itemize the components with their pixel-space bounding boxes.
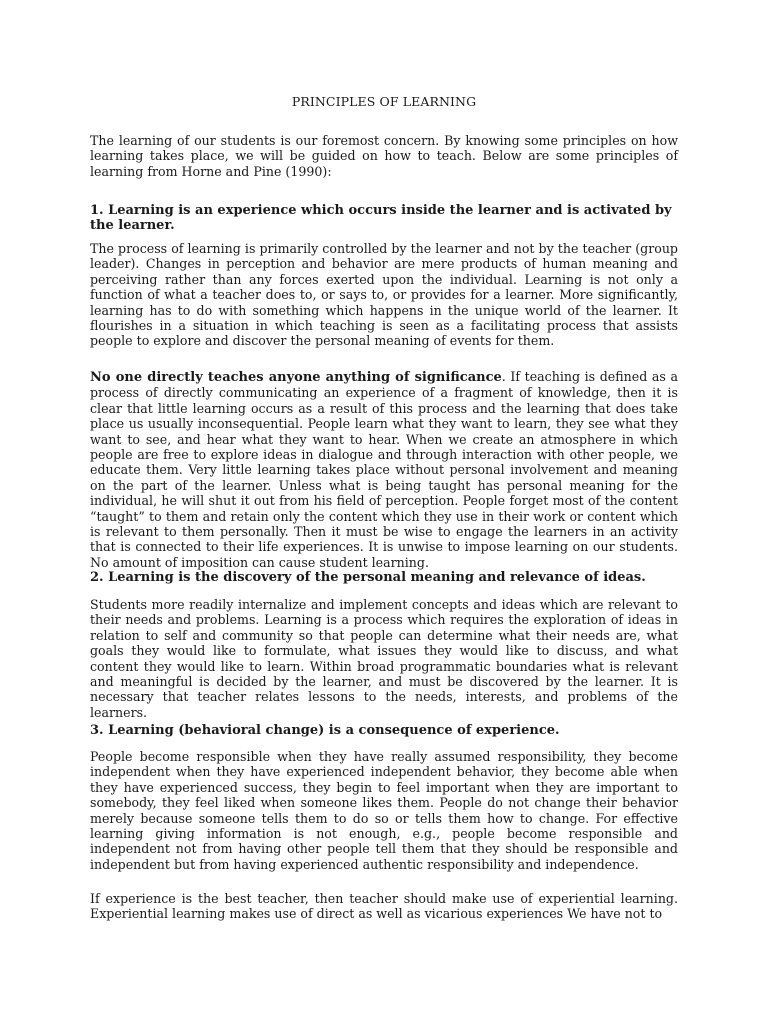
principle-1-heading: 1. Learning is an experience which occurs inside the learner and is activated by the learner. [90, 203, 672, 234]
principle-1-paragraph-1: The process of learning is primarily controlled by the learner and not by the teacher (group leader). Changes in perception and behavior are mere products of human meaning and perceiving rather than any forces exerted upon the individual. Learning is not only a function of what a teacher does to, or says to, or provides for a learner. More significantly, learning has to do with something which happens in the unique world of the learner. It flourishes in a situation in which teaching is seen as a facilitating process that assists people to explore and discover the personal meaning of events for them. [90, 241, 678, 349]
principle-1-lead-phrase: No one directly teaches anyone anything of significance [90, 370, 502, 385]
principle-1-paragraph-2-body: . If teaching is defined as a process of directly communicating an experience of a fragment of knowledge, then it is clear that little learning occurs as a result of this process and the learning that does take place us usually inconsequential. People learn what they want to learn, they see what they want to see, and hear what they want to hear. When we create an atmosphere in which people are free to explore ideas in dialogue and through interaction with other people, we educate them. Very little learning takes place without personal involvement and meaning on the part of the learner. Unless what is being taught has personal meaning for the individual, he will shut it out from his field of perception. People forget most of the content “taught” to them and retain only the content which they use in their work or content which is relevant to them personally. Then it must be wise to engage the learners in an activity that is connected to their life experiences. It is unwise to impose learning on our students. No amount of imposition can cause student learning. [90, 369, 678, 570]
principle-3-heading: 3. Learning (behavioral change) is a consequence of experience. [90, 723, 560, 738]
principle-2-paragraph: Students more readily internalize and implement concepts and ideas which are relevant to their needs and problems. Learning is a process which requires the exploration of ideas in relation to self and community so that people can determine what their needs are, what goals they would like to formulate, what issues they would like to discuss, and what content they would like to learn. Within broad programmatic boundaries what is relevant and meaningful is decided by the learner, and must be discovered by the learner. It is necessary that teacher relates lessons to the needs, interests, and problems of the learners. [90, 597, 678, 720]
principle-3-paragraph-1: People become responsible when they have really assumed responsibility, they become independent when they have experienced independent behavior, they become able when they have experienced success, they begin to feel important when they are important to somebody, they feel liked when someone likes them. People do not change their behavior merely because someone tells them to do so or tells them how to change. For effective learning giving information is not enough, e.g., people become responsible and independent not from having other people tell them that they should be responsible and independent but from having experienced authentic responsibility and independence. [90, 749, 678, 872]
intro-paragraph: The learning of our students is our foremost concern. By knowing some principles on how learning takes place, we will be guided on how to teach. Below are some principles of learning from Horne and Pine (1990): [90, 133, 678, 179]
principle-2-heading: 2. Learning is the discovery of the personal meaning and relevance of ideas. [90, 570, 646, 585]
document-title: PRINCIPLES OF LEARNING [291, 94, 477, 109]
principle-3-paragraph-2: If experience is the best teacher, then teacher should make use of experiential learning. Experiential learning makes use of direct as well as vicarious experiences We have not to [90, 891, 678, 922]
principle-1-paragraph-2 [90, 369, 678, 570]
